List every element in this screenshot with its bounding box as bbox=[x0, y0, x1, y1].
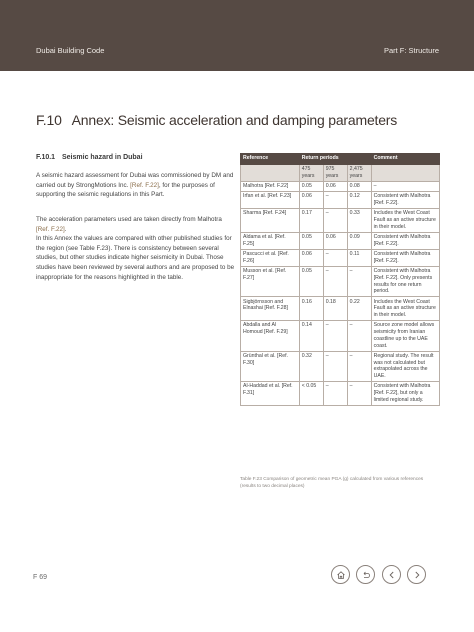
document-title: Dubai Building Code bbox=[36, 46, 105, 55]
value-2475-cell: – bbox=[347, 351, 371, 382]
value-475-cell: 0.06 bbox=[299, 249, 323, 266]
table-row bbox=[241, 249, 440, 266]
comparison-table bbox=[240, 153, 440, 406]
comment-cell: Includes the West Coast Fault as an active structure in their model. bbox=[371, 209, 439, 233]
reference-cell: Al-Haddad et al. [Ref. F.31] bbox=[241, 382, 300, 406]
value-975-cell: 0.06 bbox=[323, 232, 347, 249]
reference-cell: Aldama et al. [Ref. F.25] bbox=[241, 232, 300, 249]
next-page-button[interactable] bbox=[407, 565, 426, 584]
value-475-cell: 0.14 bbox=[299, 321, 323, 352]
reference-link[interactable]: [Ref. F.22] bbox=[36, 225, 65, 233]
comment-cell: Source zone model allows seismicity from Iranian coastline up to the UAE coast. bbox=[371, 321, 439, 352]
table-row bbox=[241, 297, 440, 321]
reference-link[interactable]: [Ref. F.22] bbox=[130, 181, 159, 189]
header-comment: Comment bbox=[371, 154, 439, 165]
subsection-heading bbox=[36, 154, 143, 161]
table-row bbox=[241, 209, 440, 233]
table-caption: Table F.23 Comparison of geometric mean PGA (g) calculated from various references (results to two decimal places) bbox=[240, 477, 424, 489]
reference-cell: Grünthal et al. [Ref. F.30] bbox=[241, 351, 300, 382]
reference-cell: Musson et al. [Ref. F.27] bbox=[241, 266, 300, 297]
comment-cell: Consistent with Malhotra [Ref. F.22]. bbox=[371, 232, 439, 249]
reference-cell: Irfan et al. [Ref. F.23] bbox=[241, 192, 300, 209]
value-475-cell: 0.32 bbox=[299, 351, 323, 382]
table-row bbox=[241, 232, 440, 249]
value-2475-cell: – bbox=[347, 321, 371, 352]
value-2475-cell: 0.22 bbox=[347, 297, 371, 321]
paragraph-1: A seismic hazard assessment for Dubai was commissioned by DM and carried out by StrongMotions Inc. [Ref. F.22], for the purposes of supporting the seismic regulations in this Part. bbox=[36, 172, 234, 199]
value-975-cell: – bbox=[323, 249, 347, 266]
value-975-cell: – bbox=[323, 351, 347, 382]
comment-cell: – bbox=[371, 181, 439, 191]
comment-cell: Consistent with Malhotra [Ref. F.22]. Only presents results for one return period. bbox=[371, 266, 439, 297]
comment-cell: Consistent with Malhotra [Ref. F.22]. bbox=[371, 249, 439, 266]
value-975-cell: – bbox=[323, 266, 347, 297]
back-icon bbox=[361, 570, 371, 580]
table-row bbox=[241, 181, 440, 191]
reference-cell: Sharma [Ref. F.24] bbox=[241, 209, 300, 233]
value-975-cell: – bbox=[323, 321, 347, 352]
value-2475-cell: – bbox=[347, 382, 371, 406]
value-975-cell: – bbox=[323, 192, 347, 209]
value-475-cell: < 0.05 bbox=[299, 382, 323, 406]
table-row bbox=[241, 321, 440, 352]
section-number: F.10 bbox=[36, 112, 62, 128]
prev-page-icon bbox=[387, 570, 397, 580]
value-975-cell: 0.06 bbox=[323, 181, 347, 191]
paragraph-2: The acceleration parameters used are taken directly from Malhotra [Ref. F.22]. In this Annex the values are compared with other published studies for the region (see Table F.23). There is consistency between several studies, but other studies indicate higher seismicity in Dubai. Those studies have been reviewed by several authors and are proposed to be inappropriate for the reasons highlighted in the table. bbox=[36, 216, 235, 281]
home-button[interactable] bbox=[331, 565, 350, 584]
prev-page-button[interactable] bbox=[382, 565, 401, 584]
value-2475-cell: 0.33 bbox=[347, 209, 371, 233]
value-2475-cell: 0.11 bbox=[347, 249, 371, 266]
value-2475-cell: – bbox=[347, 266, 371, 297]
value-475-cell: 0.16 bbox=[299, 297, 323, 321]
value-475-cell: 0.06 bbox=[299, 192, 323, 209]
value-2475-cell: 0.08 bbox=[347, 181, 371, 191]
table-row bbox=[241, 192, 440, 209]
comment-cell: Consistent with Malhotra [Ref. F.22]. bbox=[371, 192, 439, 209]
reference-cell: Abdalla and Al Homoud [Ref. F.29] bbox=[241, 321, 300, 352]
subheader-475: 475 years bbox=[299, 165, 323, 182]
reference-cell: Pascucci et al. [Ref. F.26] bbox=[241, 249, 300, 266]
page-header bbox=[0, 0, 474, 71]
value-975-cell: – bbox=[323, 209, 347, 233]
reference-cell: Malhotra [Ref. F.22] bbox=[241, 181, 300, 191]
table-row bbox=[241, 266, 440, 297]
value-475-cell: 0.17 bbox=[299, 209, 323, 233]
page-number: F 69 bbox=[33, 574, 48, 581]
comment-cell: Regional study. The result was not calculated but extrapolated across the UAE. bbox=[371, 351, 439, 382]
subsection-number: F.10.1 bbox=[36, 154, 56, 161]
comment-cell: Includes the West Coast Fault as an active structure in their model. bbox=[371, 297, 439, 321]
value-475-cell: 0.05 bbox=[299, 266, 323, 297]
next-page-icon bbox=[412, 570, 422, 580]
value-475-cell: 0.05 bbox=[299, 232, 323, 249]
home-icon bbox=[336, 570, 346, 580]
value-975-cell: – bbox=[323, 382, 347, 406]
value-475-cell: 0.05 bbox=[299, 181, 323, 191]
header-reference: Reference bbox=[241, 154, 300, 165]
subsection-title: Seismic hazard in Dubai bbox=[62, 154, 143, 161]
value-2475-cell: 0.09 bbox=[347, 232, 371, 249]
value-2475-cell: 0.12 bbox=[347, 192, 371, 209]
reference-cell: Sigbjörnsson and Elnashai [Ref. F.28] bbox=[241, 297, 300, 321]
header-return-periods: Return periods bbox=[299, 154, 371, 165]
subheader-2475: 2,475 years bbox=[347, 165, 371, 182]
table-row bbox=[241, 351, 440, 382]
value-975-cell: 0.18 bbox=[323, 297, 347, 321]
back-button[interactable] bbox=[356, 565, 375, 584]
section-title bbox=[36, 112, 397, 128]
table-row bbox=[241, 382, 440, 406]
comment-cell: Consistent with Malhotra [Ref. F.22], but only a limited regional study. bbox=[371, 382, 439, 406]
subheader-975: 975 years bbox=[323, 165, 347, 182]
part-title: Part F: Structure bbox=[383, 46, 439, 55]
section-heading: Annex: Seismic acceleration and damping parameters bbox=[71, 112, 398, 128]
